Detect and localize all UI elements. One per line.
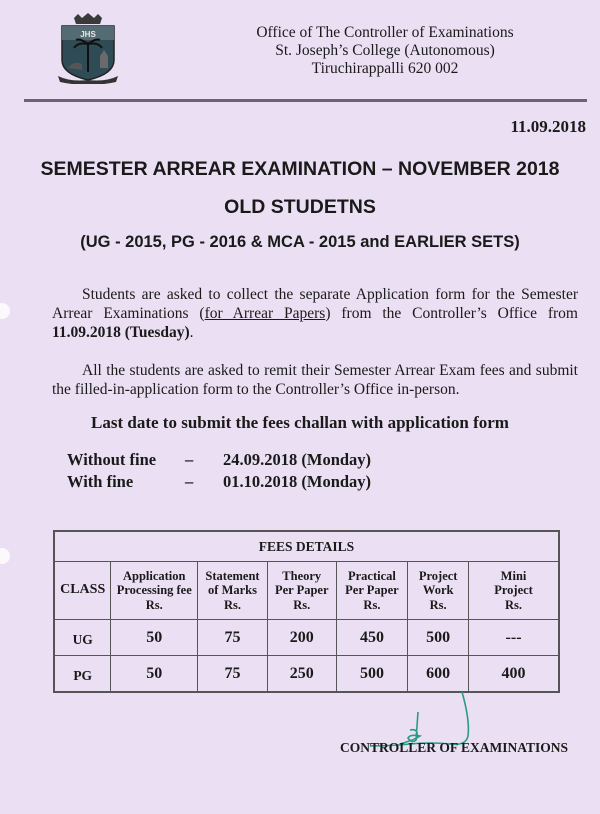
table-cell: 75 <box>198 620 268 656</box>
table-header-row <box>54 562 559 620</box>
table-cell: PG <box>54 656 111 693</box>
table-cell: 500 <box>336 656 408 693</box>
fine-label: Without fine <box>67 450 157 469</box>
table-cell: 75 <box>198 656 268 693</box>
notice-date: 11.09.2018 <box>510 117 586 136</box>
table-cell: 250 <box>267 656 336 693</box>
table-cell: --- <box>469 620 559 656</box>
fine-dash: – <box>185 450 194 469</box>
column-header-class: CLASS <box>54 562 111 620</box>
table-cell: 200 <box>267 620 336 656</box>
notice-title: SEMESTER ARREAR EXAMINATION – NOVEMBER 2018 <box>40 158 560 180</box>
paragraph-collect-form <box>52 285 578 342</box>
table-cell: 50 <box>111 656 198 693</box>
column-header-application-fee: Application Processing fee Rs. <box>111 562 198 620</box>
table-row-ug <box>54 620 559 656</box>
paragraph-text: Students are asked to collect the separate Application form for the Semester Arrear Examinations ( <box>52 286 578 322</box>
fine-date: 24.09.2018 (Monday) <box>223 450 372 469</box>
with-fine-row <box>67 472 467 494</box>
paragraph-remit-fees <box>52 361 578 399</box>
paragraph-text: ) from the Controller’s Office from <box>325 305 578 322</box>
fine-date: 01.10.2018 (Monday) <box>223 472 372 491</box>
table-cell: 600 <box>408 656 469 693</box>
office-header <box>200 24 570 78</box>
table-title: FEES DETAILS <box>54 531 559 562</box>
header-divider <box>24 99 587 102</box>
header-line: Office of The Controller of Examinations <box>256 24 514 41</box>
column-header-project-work: Project Work Rs. <box>408 562 469 620</box>
last-date-heading: Last date to submit the fees challan with application form <box>91 413 509 432</box>
without-fine-row <box>67 450 467 472</box>
header-line: St. Joseph’s College (Autonomous) <box>275 42 495 59</box>
svg-text:JHS: JHS <box>80 30 96 39</box>
column-header-mini-project: Mini Project Rs. <box>469 562 559 620</box>
column-header-practical: Practical Per Paper Rs. <box>336 562 408 620</box>
paragraph-text: All the students are asked to remit their Semester Arrear Exam fees and submit the filled-in-application form to the Controller’s Office in-person. <box>52 362 578 398</box>
punch-hole <box>0 303 10 319</box>
fine-dash: – <box>185 472 194 491</box>
arrear-papers-underlined: for Arrear Papers <box>204 305 326 322</box>
table-cell: UG <box>54 620 111 656</box>
column-header-theory: Theory Per Paper Rs. <box>267 562 336 620</box>
table-cell: 450 <box>336 620 408 656</box>
college-crest-logo <box>58 12 118 84</box>
fees-details-table <box>53 530 560 693</box>
signatory-title: CONTROLLER OF EXAMINATIONS <box>340 740 569 755</box>
notice-subtitle: OLD STUDETNS <box>224 196 376 218</box>
punch-hole <box>0 548 10 564</box>
table-row-pg <box>54 656 559 693</box>
collection-start-date: 11.09.2018 (Tuesday) <box>52 324 190 341</box>
paragraph-text: . <box>189 324 194 341</box>
table-cell: 500 <box>408 620 469 656</box>
table-cell: 50 <box>111 620 198 656</box>
header-line: Tiruchirappalli 620 002 <box>311 60 459 77</box>
notice-sets: (UG - 2015, PG - 2016 & MCA - 2015 and EARLIER SETS) <box>80 233 520 251</box>
column-header-statement-of-marks: Statement of Marks Rs. <box>198 562 268 620</box>
fine-label: With fine <box>67 472 134 491</box>
table-cell: 400 <box>469 656 559 693</box>
